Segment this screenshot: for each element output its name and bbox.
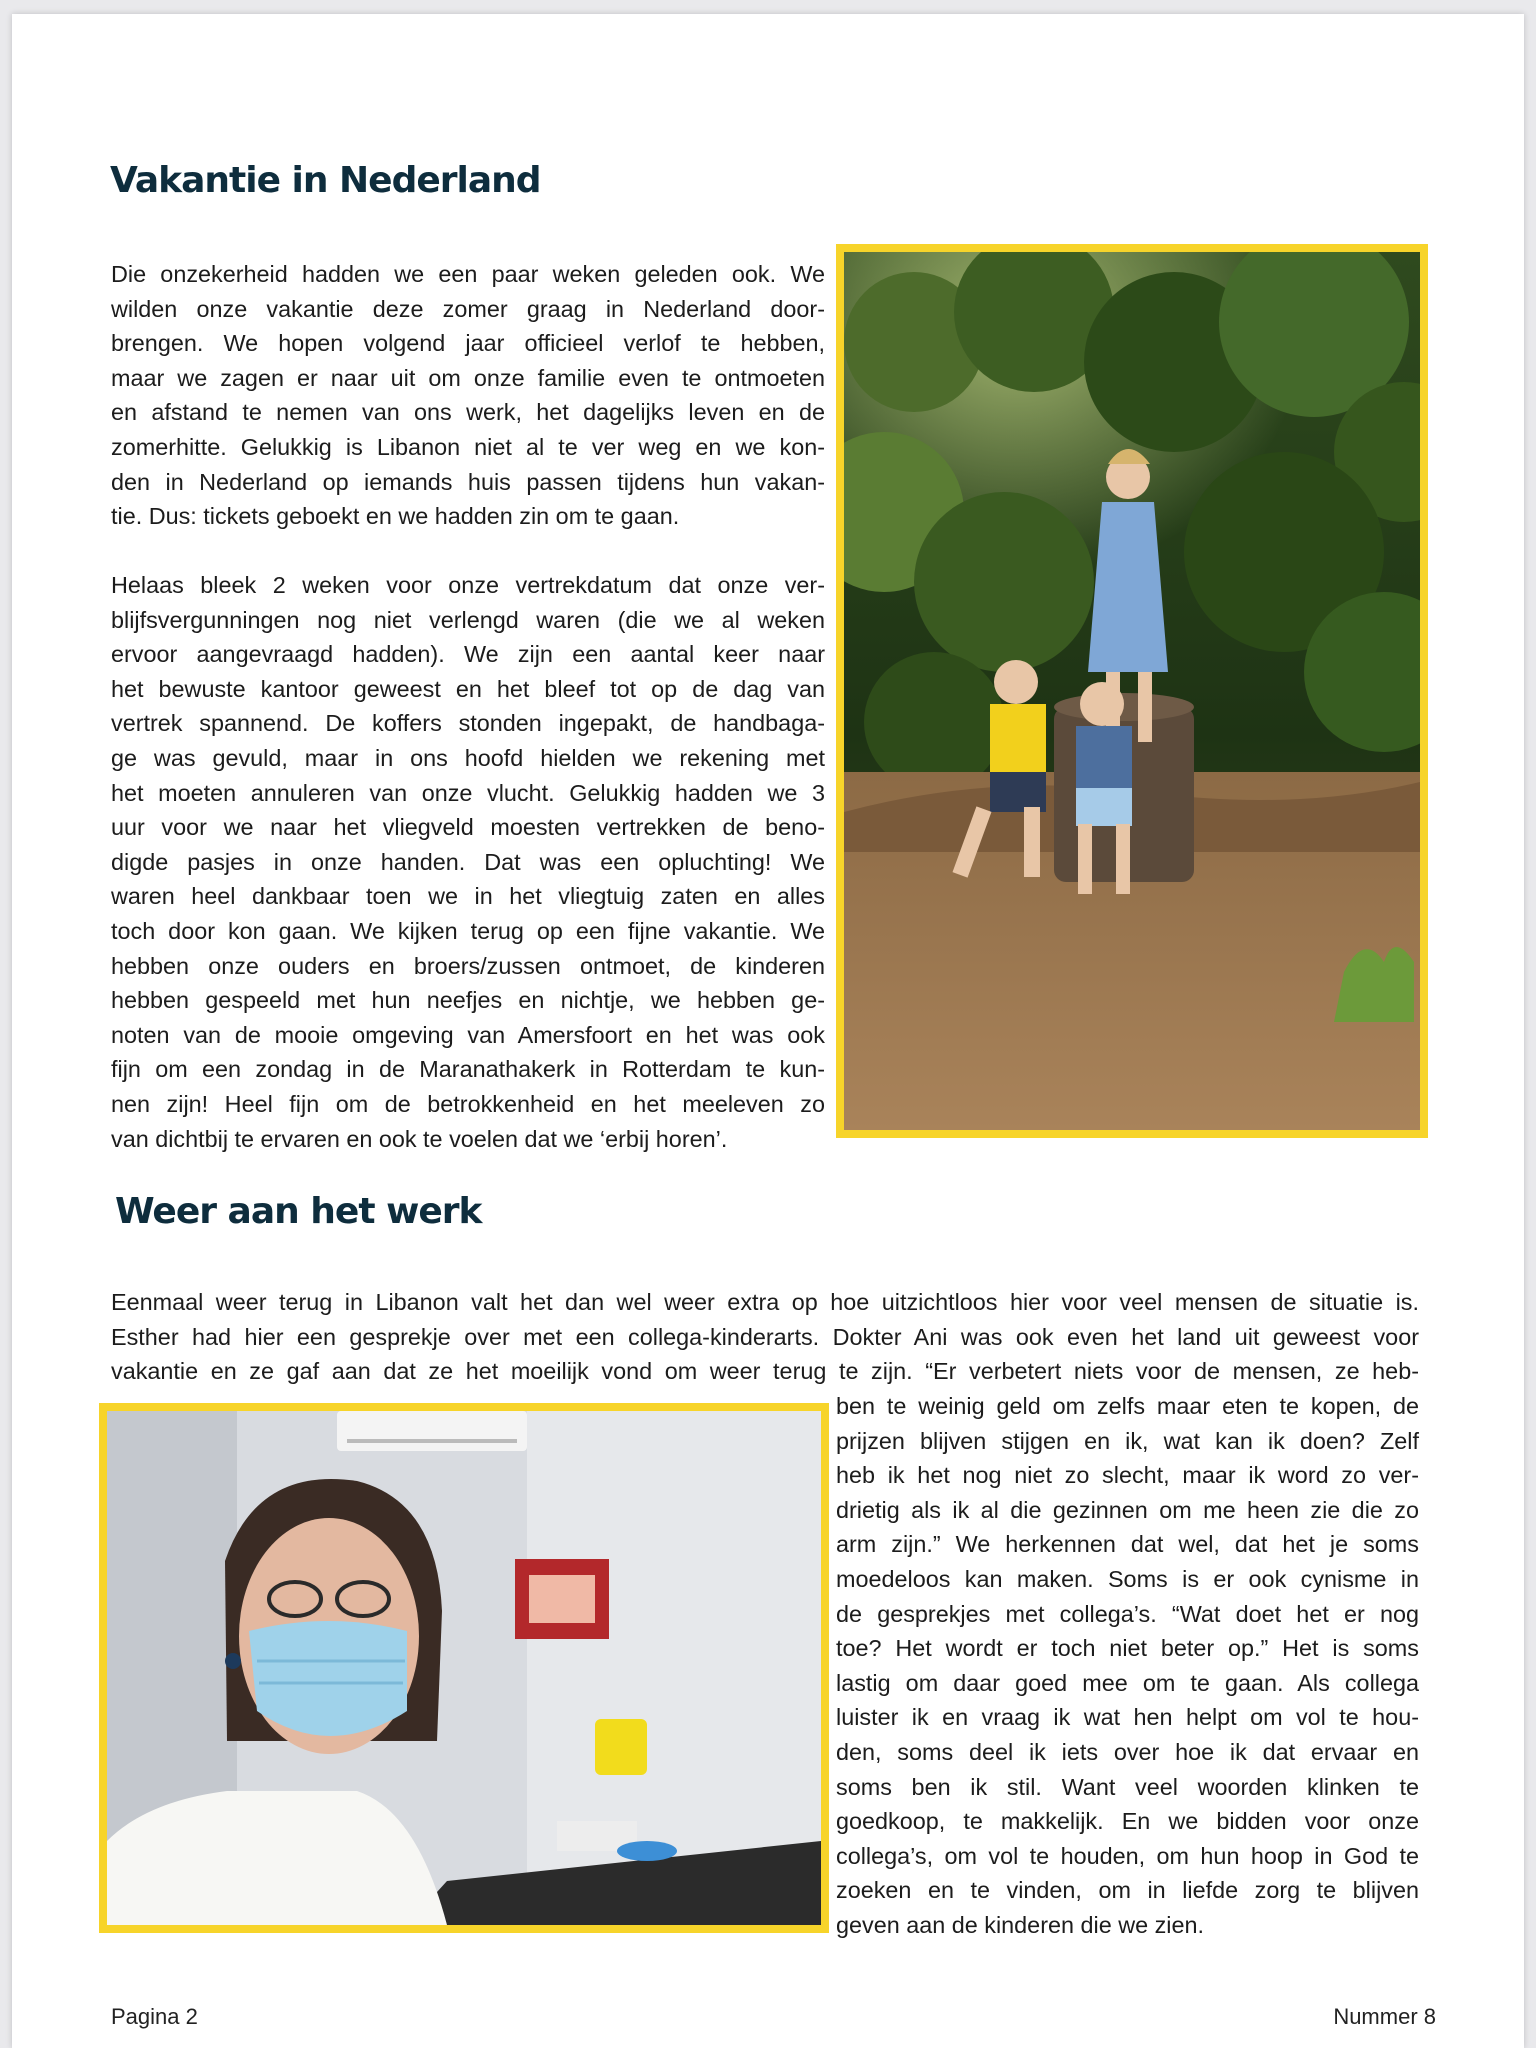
- text-line: heb ik het nog niet zo slecht, maar ik word zo ver-: [836, 1462, 1419, 1489]
- text-line: maar we zagen er naar uit om onze familie even te ontmoeten: [111, 364, 825, 391]
- text-line: zoeken en te vinden, om in liefde zorg te blijven: [836, 1877, 1419, 1904]
- paragraph-werk-intro: [111, 1285, 1419, 1389]
- text-line: nen zijn! Heel fijn om de betrokkenheid en het meeleven zo: [111, 1090, 825, 1117]
- text-line: zomerhitte. Gelukkig is Libanon niet al te ver weg en we kon-: [111, 433, 825, 460]
- text-line: Esther had hier een gesprekje over met een collega-kinderarts. Dokter Ani was ook even het land uit geweest voor: [111, 1323, 1419, 1350]
- text-line: collega’s, om vol te houden, om hun hoop in God te: [836, 1842, 1419, 1869]
- text-line: den, soms deel ik iets over hoe ik dat ervaar en: [836, 1738, 1419, 1765]
- text-line: blijfsvergunningen nog niet verlengd waren (die we al weken: [111, 606, 825, 633]
- text-line: prijzen blijven stijgen en ik, wat kan ik doen? Zelf: [836, 1427, 1419, 1454]
- text-line: en afstand te nemen van ons werk, het dagelijks leven en de: [111, 399, 825, 426]
- text-line: ervoor aangevraagd hadden). We zijn een aantal keer naar: [111, 641, 825, 668]
- text-line: noten van de mooie omgeving van Amersfoort en het was ook: [111, 1021, 825, 1048]
- text-line: Eenmaal weer terug in Libanon valt het dan wel weer extra op hoe uitzichtloos hier voor veel mensen de situatie is.: [111, 1289, 1419, 1315]
- text-line: digde pasjes in onze handen. Dat was een opluchting! We: [111, 848, 825, 875]
- text-line: soms ben ik stil. Want veel woorden klinken te: [836, 1773, 1419, 1800]
- text-line: ben te weinig geld om zelfs maar eten te kopen, de: [836, 1393, 1419, 1419]
- text-line: tie. Dus: tickets geboekt en we hadden zin om te gaan.: [111, 503, 680, 530]
- text-line: toe? Het wordt er toch niet beter op.” Het is soms: [836, 1635, 1419, 1662]
- text-line: toch door kon gaan. We kijken terug op een fijne vakantie. We: [111, 917, 825, 944]
- text-line: vertrek spannend. De koffers stonden ingepakt, de handbaga-: [111, 710, 825, 737]
- heading-werk: Weer aan het werk: [115, 1191, 482, 1232]
- paragraph-werk-column: [836, 1389, 1419, 1943]
- text-line: Helaas bleek 2 weken voor onze vertrekdatum dat onze ver-: [111, 572, 825, 598]
- text-line: waren heel dankbaar toen we in het vliegtuig zaten en alles: [111, 883, 825, 910]
- text-line: uur voor we naar het vliegveld moesten vertrekken de beno-: [111, 814, 825, 841]
- text-line: lastig om daar goed mee om te gaan. Als collega: [836, 1669, 1419, 1696]
- doctor-mask-image: [107, 1411, 821, 1925]
- text-line: wilden onze vakantie deze zomer graag in Nederland door-: [111, 295, 825, 322]
- text-line: de gesprekjes met collega’s. “Wat doet het er nog: [836, 1600, 1419, 1627]
- text-line: ge was gevuld, maar in ons hoofd hielden we rekening met: [111, 744, 825, 771]
- footer-issue-number: Nummer 8: [1333, 2004, 1436, 2029]
- text-line: het moeten annuleren van onze vlucht. Gelukkig hadden we 3: [111, 779, 825, 806]
- children-forest-image: [844, 252, 1420, 1130]
- text-line: den in Nederland op iemands huis passen tijdens hun vakan-: [111, 468, 825, 495]
- text-line: van dichtbij te ervaren en ook te voelen dat we ‘erbij horen’.: [111, 1125, 728, 1152]
- text-line: drietig als ik al die gezinnen om me heen zie die zo: [836, 1496, 1419, 1523]
- paragraph-vakantie-1: [111, 257, 825, 534]
- paragraph-vakantie-2: [111, 568, 825, 1156]
- text-line: hebben gespeeld met hun neefjes en nichtje, we hebben ge-: [111, 987, 825, 1014]
- photo-children-forest: [836, 244, 1428, 1138]
- text-line: vakantie en ze gaf aan dat ze het moeilijk vond om weer terug te zijn. “Er verbetert niets voor de mensen, ze heb-: [111, 1358, 1419, 1385]
- heading-vakantie: Vakantie in Nederland: [110, 160, 541, 201]
- footer-page-number: Pagina 2: [111, 2004, 198, 2029]
- text-line: geven aan de kinderen die we zien.: [836, 1911, 1205, 1938]
- text-line: brengen. We hopen volgend jaar officieel verlof te hebben,: [111, 330, 825, 357]
- text-line: fijn om een zondag in de Maranathakerk in Rotterdam te kun-: [111, 1056, 825, 1083]
- text-line: het bewuste kantoor geweest en het bleef tot op de dag van: [111, 675, 825, 702]
- text-line: Die onzekerheid hadden we een paar weken geleden ook. We: [111, 261, 825, 287]
- text-line: moedeloos kan maken. Soms is er ook cynisme in: [836, 1565, 1419, 1592]
- photo-doctor-mask: [99, 1403, 829, 1933]
- text-line: hebben onze ouders en broers/zussen ontmoet, de kinderen: [111, 952, 825, 979]
- text-line: goedkoop, te makkelijk. En we bidden voor onze: [836, 1808, 1419, 1835]
- text-line: arm zijn.” We herkennen dat wel, dat het je soms: [836, 1531, 1419, 1558]
- text-line: luister ik en vraag ik wat hen helpt om vol te hou-: [836, 1704, 1419, 1731]
- document-page: [12, 14, 1524, 2048]
